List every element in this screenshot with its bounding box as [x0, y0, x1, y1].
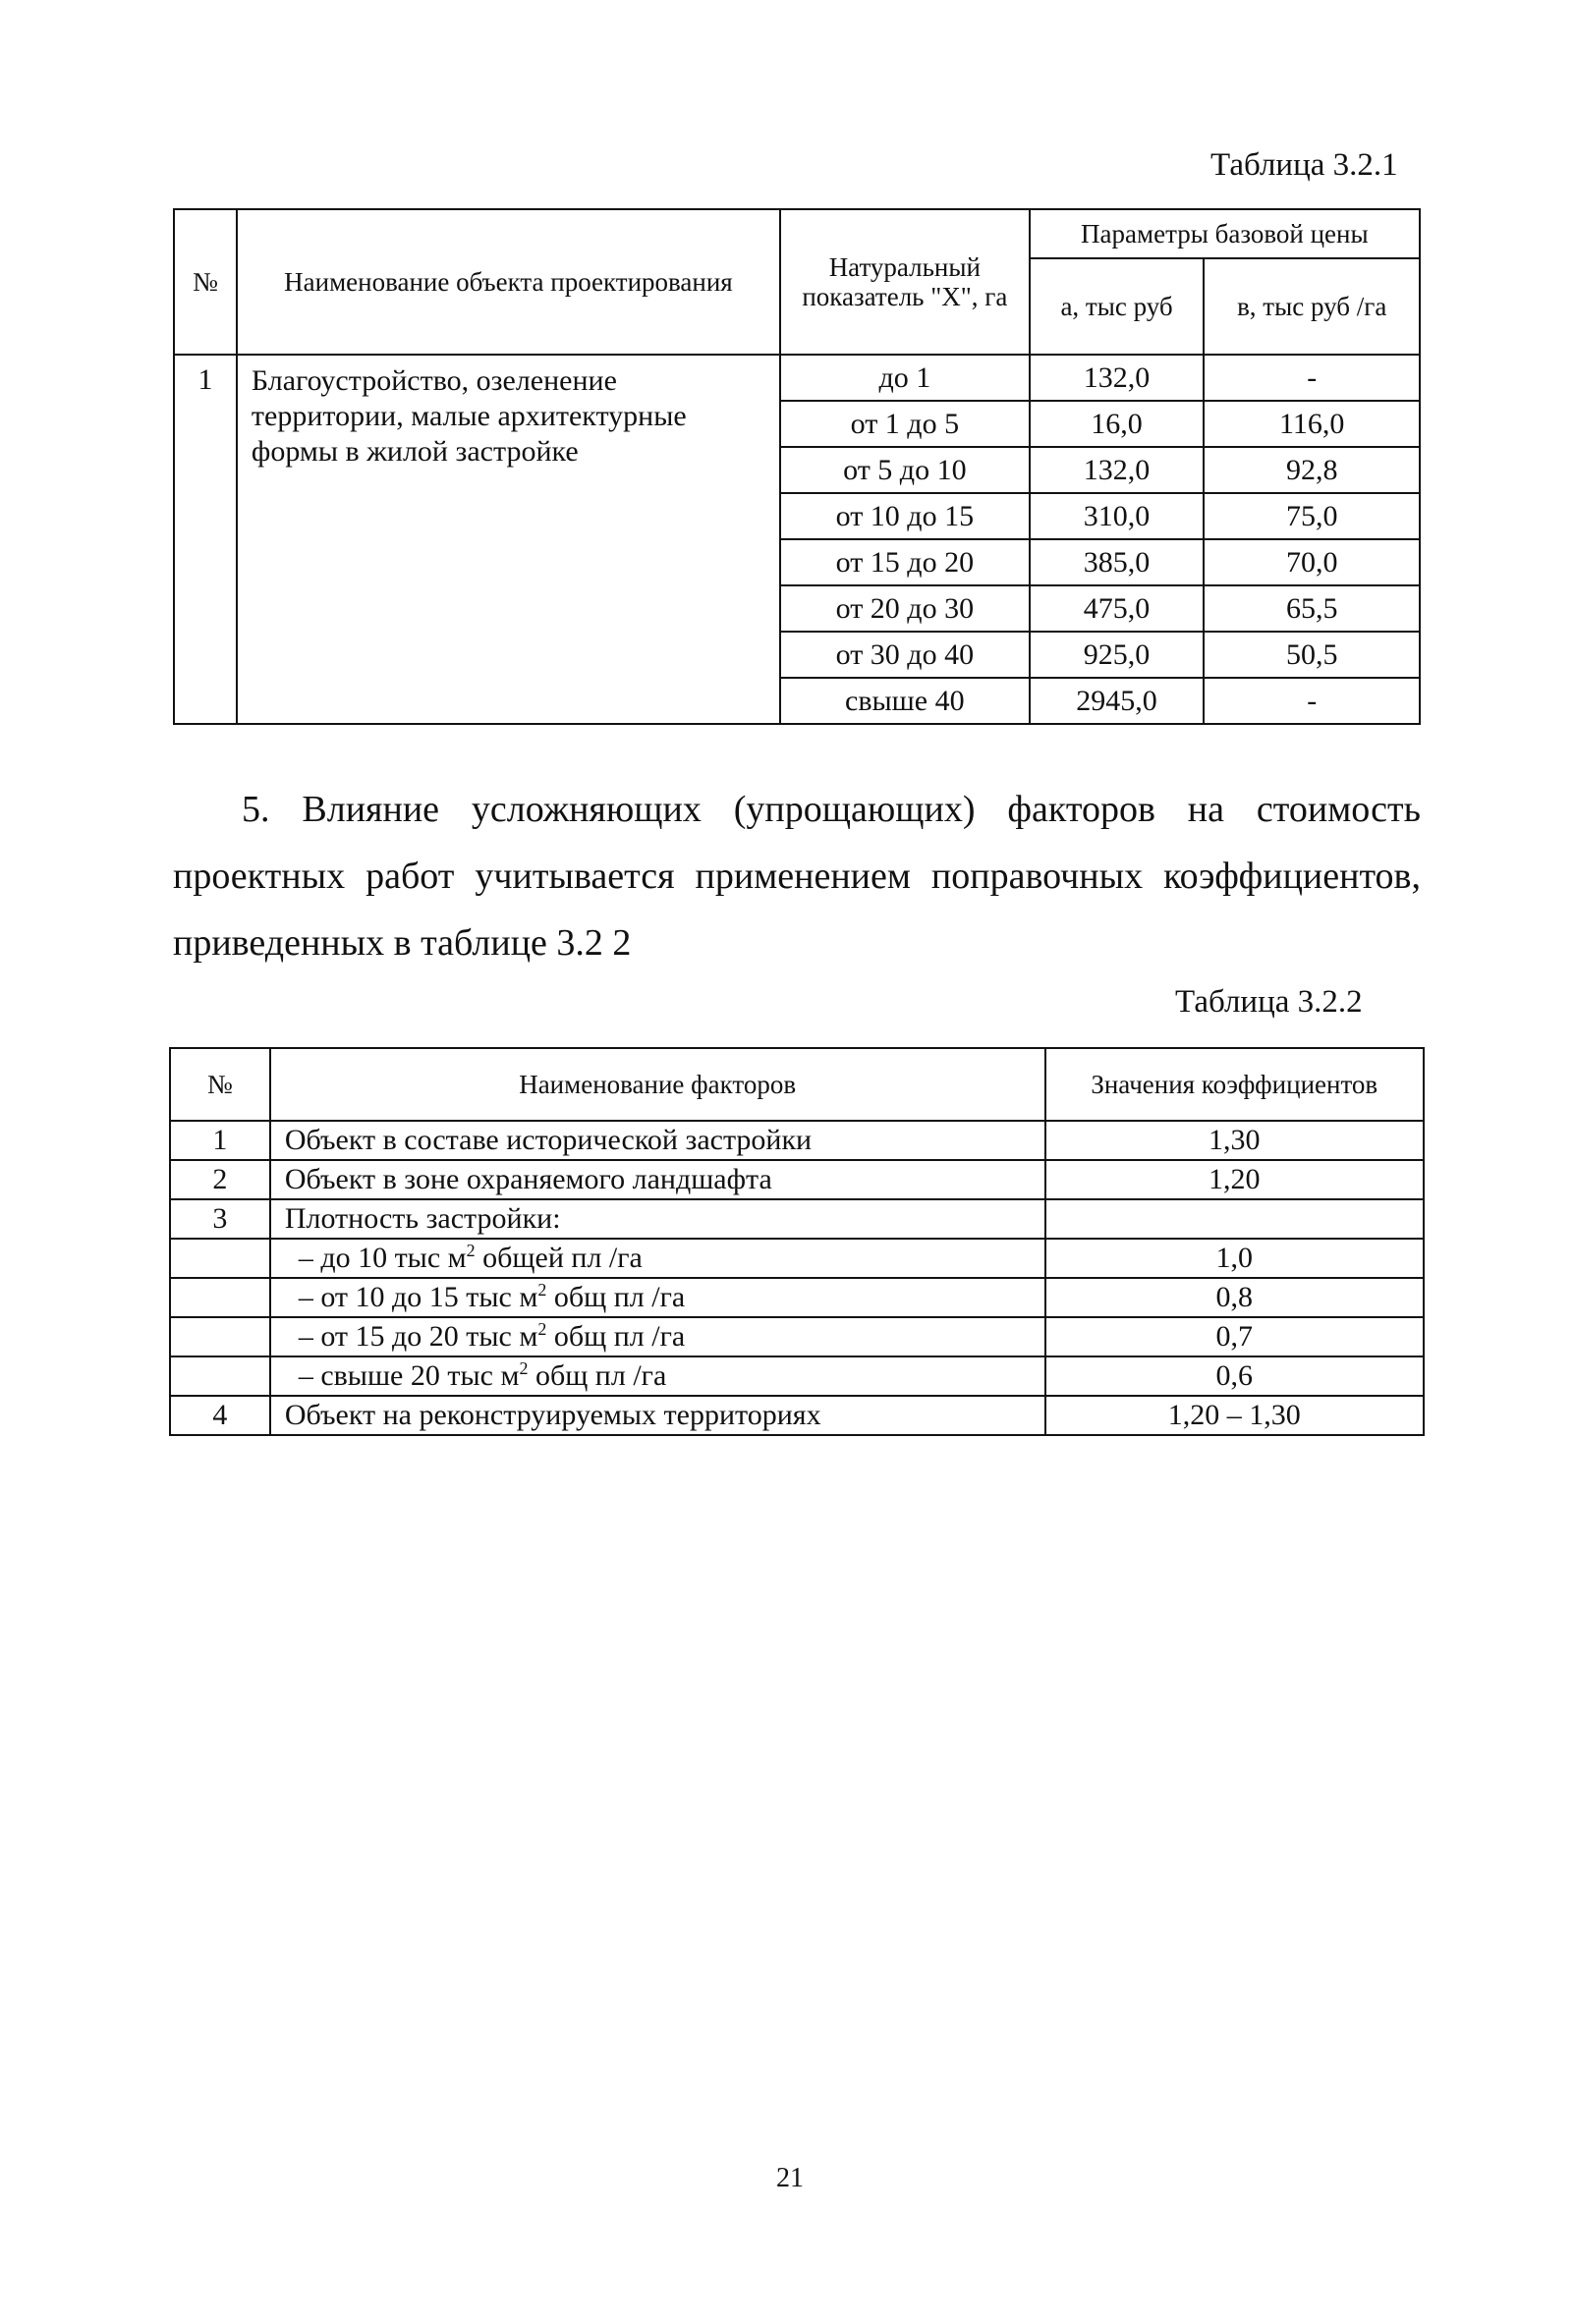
row-num: 3	[170, 1199, 270, 1239]
header-num: №	[174, 209, 237, 355]
b-cell: 116,0	[1204, 401, 1420, 447]
a-cell: 132,0	[1030, 447, 1205, 493]
table-row	[170, 1278, 1424, 1317]
a-cell: 2945,0	[1030, 678, 1205, 724]
a-cell: 475,0	[1030, 585, 1205, 632]
header-coefficient: Значения коэффициентов	[1045, 1048, 1425, 1121]
page-number: 21	[776, 2163, 804, 2193]
table-row	[170, 1199, 1424, 1239]
density-factor: – свыше 20 тыс $м^2$ общ пл /га	[270, 1356, 1045, 1396]
table-3-2-1	[173, 208, 1421, 725]
table1-caption: Таблица 3.2.1	[1210, 147, 1398, 183]
a-cell: 310,0	[1030, 493, 1205, 539]
coefficient: 0,6	[1045, 1356, 1425, 1396]
b-cell: -	[1204, 678, 1420, 724]
b-cell: -	[1204, 355, 1420, 401]
header-factor-name: Наименование факторов	[270, 1048, 1045, 1121]
object-name: Благоустройство, озеленение территории, малые архитектурные формы в жилой застройке	[237, 355, 780, 724]
density-factor: – от 10 до 15 тыс $м^2$ общ пл /га	[270, 1278, 1045, 1317]
table-row	[170, 1160, 1424, 1199]
factor-name: Объект в составе исторической застройки	[270, 1121, 1045, 1160]
factor-name: Плотность застройки:	[270, 1199, 1045, 1239]
row-num-empty	[170, 1239, 270, 1278]
row-number: 1	[174, 355, 237, 724]
header-num: №	[170, 1048, 270, 1121]
range-cell: от 30 до 40	[780, 632, 1030, 678]
row-num-empty	[170, 1317, 270, 1356]
coefficient: 1,20	[1045, 1160, 1425, 1199]
table-row	[170, 1239, 1424, 1278]
density-factor: – до 10 тыс $м^2$ общей пл /га	[270, 1239, 1045, 1278]
a-cell: 925,0	[1030, 632, 1205, 678]
header-a: а, тыс руб	[1030, 258, 1205, 355]
b-cell: 70,0	[1204, 539, 1420, 585]
b-cell: 65,5	[1204, 585, 1420, 632]
coefficient: 1,30	[1045, 1121, 1425, 1160]
row-num: 4	[170, 1396, 270, 1435]
coefficient	[1045, 1199, 1425, 1239]
a-cell: 132,0	[1030, 355, 1205, 401]
body-paragraph: 5. Влияние усложняющих (упрощающих) факторов на стоимость проектных работ учитывается применением поправочных коэффициентов, приведенных в таблице 3.2 2	[173, 789, 1421, 964]
range-cell: от 5 до 10	[780, 447, 1030, 493]
b-cell: 75,0	[1204, 493, 1420, 539]
b-cell: 92,8	[1204, 447, 1420, 493]
range-cell: от 20 до 30	[780, 585, 1030, 632]
coefficient: 0,8	[1045, 1278, 1425, 1317]
b-cell: 50,5	[1204, 632, 1420, 678]
table-row	[170, 1396, 1424, 1435]
range-cell: свыше 40	[780, 678, 1030, 724]
table-row	[170, 1317, 1424, 1356]
range-cell: до 1	[780, 355, 1030, 401]
header-b: в, тыс руб /га	[1204, 258, 1420, 355]
factor-name: Объект на реконструируемых территориях	[270, 1396, 1045, 1435]
table2-caption: Таблица 3.2.2	[1175, 984, 1363, 1020]
coefficient: 1,20 – 1,30	[1045, 1396, 1425, 1435]
range-cell: от 10 до 15	[780, 493, 1030, 539]
table-row	[170, 1356, 1424, 1396]
row-num-empty	[170, 1356, 270, 1396]
range-cell: от 15 до 20	[780, 539, 1030, 585]
row-num: 2	[170, 1160, 270, 1199]
row-num: 1	[170, 1121, 270, 1160]
table-3-2-2	[169, 1047, 1425, 1436]
table-row	[170, 1121, 1424, 1160]
table-row	[174, 355, 1420, 401]
density-factor: – от 15 до 20 тыс $м^2$ общ пл /га	[270, 1317, 1045, 1356]
coefficient: 0,7	[1045, 1317, 1425, 1356]
a-cell: 16,0	[1030, 401, 1205, 447]
header-object-name: Наименование объекта проектирования	[237, 209, 780, 355]
range-cell: от 1 до 5	[780, 401, 1030, 447]
factor-name: Объект в зоне охраняемого ландшафта	[270, 1160, 1045, 1199]
header-indicator: Натуральный показатель "X", га	[780, 209, 1030, 355]
a-cell: 385,0	[1030, 539, 1205, 585]
coefficient: 1,0	[1045, 1239, 1425, 1278]
row-num-empty	[170, 1278, 270, 1317]
header-price-params: Параметры базовой цены	[1030, 209, 1420, 258]
